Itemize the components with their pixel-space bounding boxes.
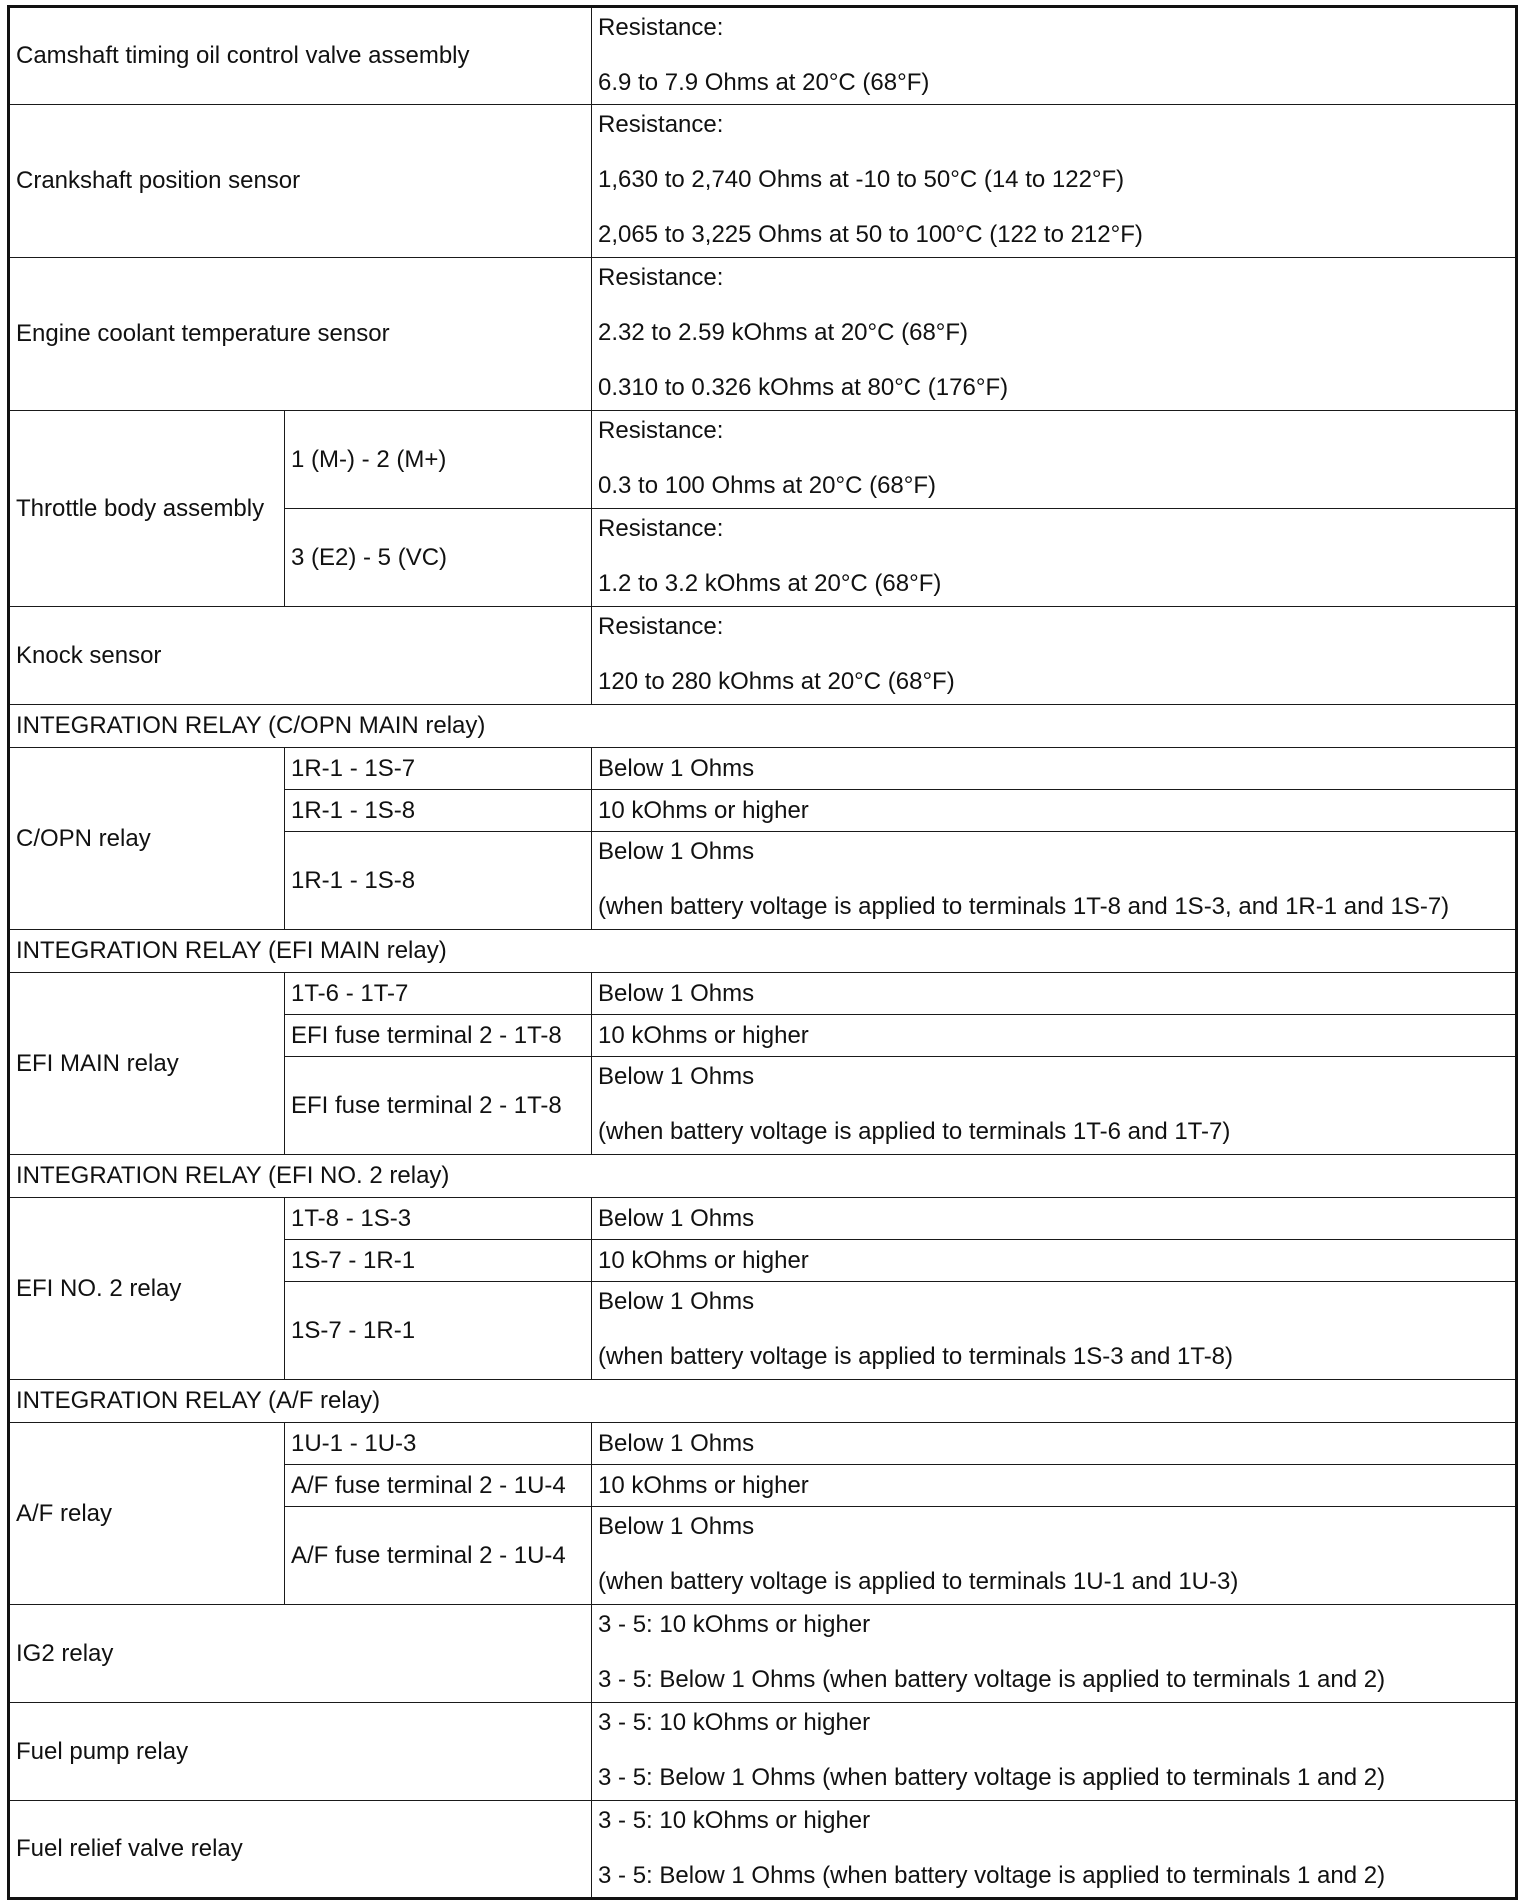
spec-value: Below 1 Ohms <box>592 748 1517 790</box>
terminal-pair: 1T-8 - 1S-3 <box>285 1198 592 1240</box>
table-row <box>9 258 1517 411</box>
spec-value <box>592 1282 1517 1380</box>
spec-value <box>592 607 1517 705</box>
table-row <box>9 1703 1517 1801</box>
table-row <box>9 411 1517 509</box>
table-row <box>9 1801 1517 1899</box>
spec-line: Resistance: <box>598 264 724 291</box>
spec-line: (when battery voltage is applied to terminals 1T-8 and 1S-3, and 1R-1 and 1S-7) <box>598 893 1450 920</box>
section-header: INTEGRATION RELAY (EFI MAIN relay) <box>9 930 1517 973</box>
terminal-pair: 1S-7 - 1R-1 <box>285 1282 592 1380</box>
spec-line: 0.3 to 100 Ohms at 20°C (68°F) <box>598 472 937 499</box>
table-row <box>9 1198 1517 1240</box>
table-row <box>9 7 1517 105</box>
spec-line: 3 - 5: Below 1 Ohms (when battery voltage is applied to terminals 1 and 2) <box>598 1666 1386 1693</box>
spec-value <box>592 1057 1517 1155</box>
terminal-pair: 1T-6 - 1T-7 <box>285 973 592 1015</box>
component-name: Fuel relief valve relay <box>9 1801 592 1899</box>
spec-line: Below 1 Ohms <box>598 1288 755 1315</box>
spec-value: 10 kOhms or higher <box>592 1465 1517 1507</box>
spec-line: 6.9 to 7.9 Ohms at 20°C (68°F) <box>598 69 930 96</box>
section-header-row <box>9 1155 1517 1198</box>
component-name: C/OPN relay <box>9 748 285 930</box>
section-header: INTEGRATION RELAY (A/F relay) <box>9 1380 1517 1423</box>
spec-line: (when battery voltage is applied to terminals 1U-1 and 1U-3) <box>598 1568 1239 1595</box>
spec-value <box>592 1801 1517 1899</box>
spec-line: 1,630 to 2,740 Ohms at -10 to 50°C (14 to 122°F) <box>598 166 1125 193</box>
spec-value <box>592 411 1517 509</box>
spec-line: Below 1 Ohms <box>598 838 755 865</box>
spec-line: 2,065 to 3,225 Ohms at 50 to 100°C (122 to 212°F) <box>598 221 1143 248</box>
spec-line: Resistance: <box>598 515 724 542</box>
section-header: INTEGRATION RELAY (C/OPN MAIN relay) <box>9 705 1517 748</box>
spec-value: 10 kOhms or higher <box>592 1240 1517 1282</box>
terminal-pair: EFI fuse terminal 2 - 1T-8 <box>285 1015 592 1057</box>
component-name: EFI NO. 2 relay <box>9 1198 285 1380</box>
spec-line: Below 1 Ohms <box>598 1513 755 1540</box>
spec-line: 3 - 5: 10 kOhms or higher <box>598 1611 871 1638</box>
spec-value <box>592 1605 1517 1703</box>
component-name: A/F relay <box>9 1423 285 1605</box>
terminal-pair: 1S-7 - 1R-1 <box>285 1240 592 1282</box>
spec-line: 3 - 5: Below 1 Ohms (when battery voltage is applied to terminals 1 and 2) <box>598 1862 1386 1889</box>
specification-table <box>7 5 1518 1900</box>
spec-value: 10 kOhms or higher <box>592 1015 1517 1057</box>
spec-line: Resistance: <box>598 111 724 138</box>
spec-value: Below 1 Ohms <box>592 1423 1517 1465</box>
component-name: Crankshaft position sensor <box>9 105 592 258</box>
spec-value <box>592 258 1517 411</box>
spec-value: Below 1 Ohms <box>592 973 1517 1015</box>
spec-line: (when battery voltage is applied to terminals 1S-3 and 1T-8) <box>598 1343 1234 1370</box>
spec-line: 3 - 5: 10 kOhms or higher <box>598 1807 871 1834</box>
component-name: Knock sensor <box>9 607 592 705</box>
component-name: Camshaft timing oil control valve assembly <box>9 7 592 105</box>
section-header-row <box>9 930 1517 973</box>
component-name: EFI MAIN relay <box>9 973 285 1155</box>
section-header-row <box>9 1380 1517 1423</box>
section-header: INTEGRATION RELAY (EFI NO. 2 relay) <box>9 1155 1517 1198</box>
spec-line: 3 - 5: Below 1 Ohms (when battery voltage is applied to terminals 1 and 2) <box>598 1764 1386 1791</box>
table-row <box>9 1423 1517 1465</box>
spec-line: (when battery voltage is applied to terminals 1T-6 and 1T-7) <box>598 1118 1231 1145</box>
spec-value <box>592 105 1517 258</box>
spec-line: Resistance: <box>598 14 724 41</box>
component-name: IG2 relay <box>9 1605 592 1703</box>
spec-line: 2.32 to 2.59 kOhms at 20°C (68°F) <box>598 319 969 346</box>
table-row <box>9 105 1517 258</box>
table-row <box>9 1605 1517 1703</box>
table-row <box>9 607 1517 705</box>
spec-value <box>592 7 1517 105</box>
spec-line: 1.2 to 3.2 kOhms at 20°C (68°F) <box>598 570 942 597</box>
table-row <box>9 973 1517 1015</box>
section-header-row <box>9 705 1517 748</box>
terminal-pair: 3 (E2) - 5 (VC) <box>285 509 592 607</box>
spec-value <box>592 832 1517 930</box>
spec-value <box>592 1703 1517 1801</box>
spec-value: Below 1 Ohms <box>592 1198 1517 1240</box>
spec-line: Resistance: <box>598 613 724 640</box>
terminal-pair: EFI fuse terminal 2 - 1T-8 <box>285 1057 592 1155</box>
terminal-pair: 1R-1 - 1S-8 <box>285 832 592 930</box>
terminal-pair: A/F fuse terminal 2 - 1U-4 <box>285 1465 592 1507</box>
component-name: Engine coolant temperature sensor <box>9 258 592 411</box>
table-row <box>9 748 1517 790</box>
spec-line: Resistance: <box>598 417 724 444</box>
component-name: Fuel pump relay <box>9 1703 592 1801</box>
spec-value <box>592 509 1517 607</box>
spec-line: 0.310 to 0.326 kOhms at 80°C (176°F) <box>598 374 1009 401</box>
terminal-pair: 1 (M-) - 2 (M+) <box>285 411 592 509</box>
terminal-pair: A/F fuse terminal 2 - 1U-4 <box>285 1507 592 1605</box>
terminal-pair: 1R-1 - 1S-8 <box>285 790 592 832</box>
spec-line: Below 1 Ohms <box>598 1063 755 1090</box>
spec-line: 3 - 5: 10 kOhms or higher <box>598 1709 871 1736</box>
spec-value: 10 kOhms or higher <box>592 790 1517 832</box>
terminal-pair: 1U-1 - 1U-3 <box>285 1423 592 1465</box>
spec-line: 120 to 280 kOhms at 20°C (68°F) <box>598 668 955 695</box>
terminal-pair: 1R-1 - 1S-7 <box>285 748 592 790</box>
spec-value <box>592 1507 1517 1605</box>
component-name: Throttle body assembly <box>9 411 285 607</box>
